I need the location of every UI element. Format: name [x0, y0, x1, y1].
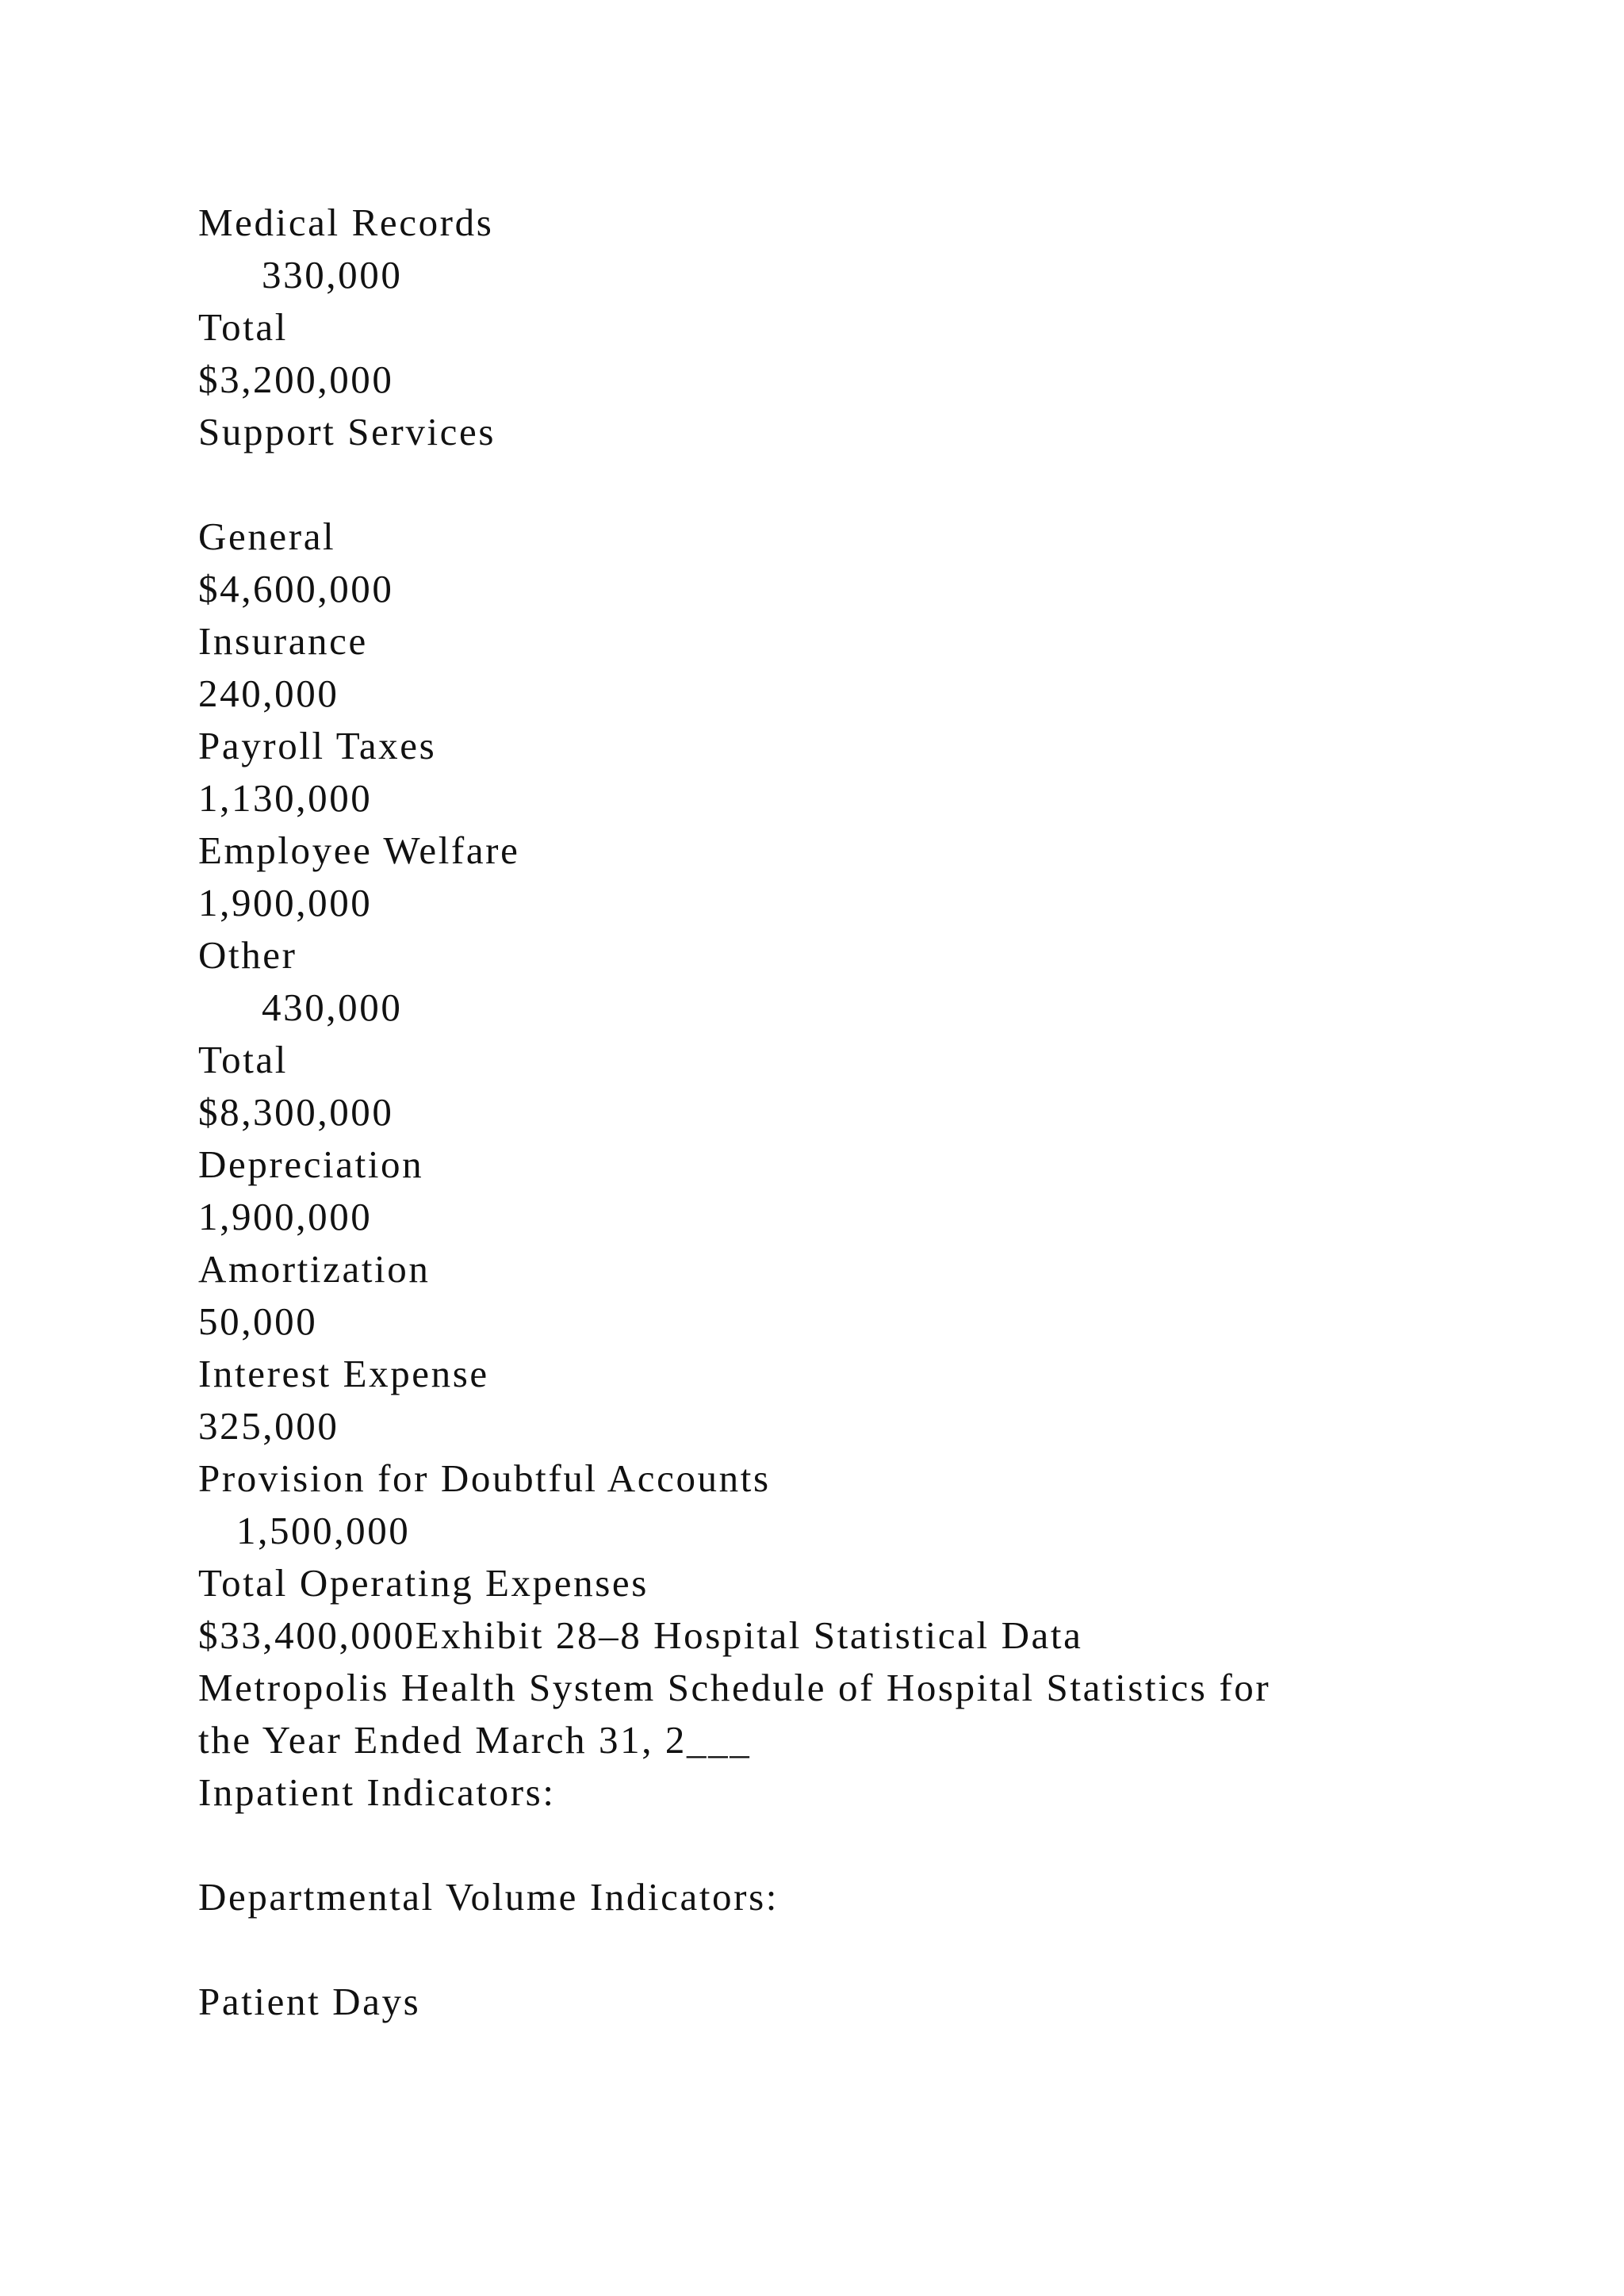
blank-line — [198, 1923, 1435, 1976]
text-line: 330,000 — [262, 253, 403, 297]
document-body — [198, 197, 1435, 2028]
text-line: Payroll Taxes — [198, 724, 437, 767]
text-line: Total — [198, 1038, 288, 1081]
text-line: Metropolis Health System Schedule of Hospital Statistics for — [198, 1666, 1271, 1709]
text-line: $4,600,000 — [198, 567, 394, 610]
text-line: Provision for Doubtful Accounts — [198, 1456, 771, 1500]
text-line: Patient Days — [198, 1980, 421, 2023]
text-line: 240,000 — [198, 672, 339, 715]
text-line: Departmental Volume Indicators: — [198, 1875, 779, 1919]
text-line: 1,900,000 — [198, 881, 373, 924]
text-line: $33,400,000Exhibit 28–8 Hospital Statistical Data — [198, 1613, 1083, 1657]
text-line: 430,000 — [262, 985, 403, 1029]
text-line: $8,300,000 — [198, 1090, 394, 1134]
blank-line — [198, 1819, 1435, 1871]
text-line: Depreciation — [198, 1142, 424, 1186]
text-line: Amortization — [198, 1247, 431, 1291]
text-line: Inpatient Indicators: — [198, 1770, 556, 1814]
text-line: 50,000 — [198, 1299, 318, 1343]
text-line: Support Services — [198, 410, 496, 453]
text-line: General — [198, 515, 336, 558]
text-line: 325,000 — [198, 1404, 339, 1448]
text-line: Interest Expense — [198, 1352, 489, 1395]
text-line: 1,500,000 — [236, 1509, 411, 1552]
text-line: Employee Welfare — [198, 828, 520, 872]
text-line: Total Operating Expenses — [198, 1561, 649, 1605]
blank-line — [198, 458, 1435, 511]
text-line: Other — [198, 933, 297, 977]
text-line: $3,200,000 — [198, 358, 394, 401]
text-line: Total — [198, 305, 288, 349]
text-line: 1,130,000 — [198, 776, 373, 820]
text-line: Insurance — [198, 619, 368, 663]
text-line: the Year Ended March 31, 2___ — [198, 1718, 752, 1762]
text-line: Medical Records — [198, 201, 494, 244]
text-line: 1,900,000 — [198, 1195, 373, 1238]
